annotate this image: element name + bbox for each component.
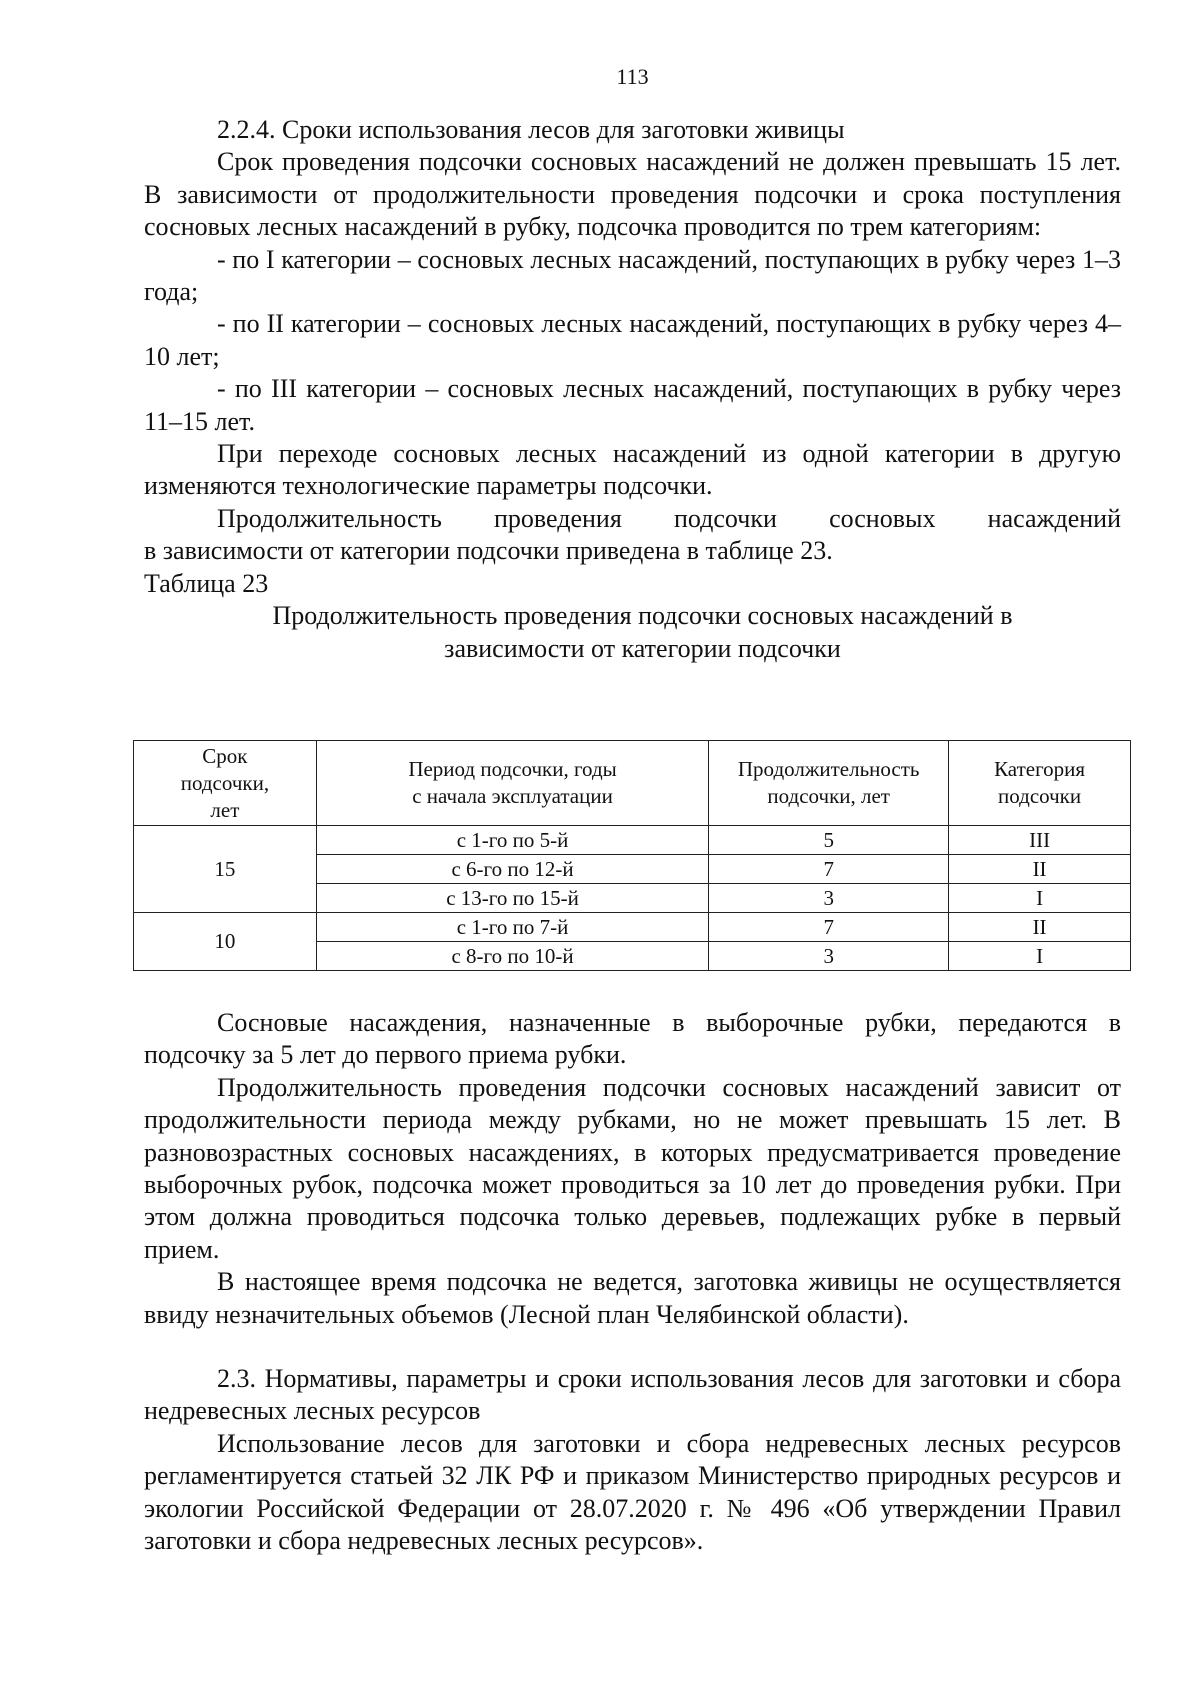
table-row xyxy=(134,913,1131,942)
header-category: Категория подсочки xyxy=(949,741,1131,826)
cell-period: с 6-го по 12-й xyxy=(316,855,708,884)
list-item: - по I категории – сосновых лесных насаждений, поступающих в рубку через 1–3 года; xyxy=(144,244,1121,307)
cell-term: 10 xyxy=(134,913,317,971)
paragraph: Продолжительность проведения подсочки сосновых насаждений зависит от продолжительности периода между рубками, но не может превышать 15 лет. В разновозрастных сосновых насаждениях, в которых предусматривается проведение выборочных рубок, подсочка может проводиться за 10 лет до проведения рубки. При этом должна проводиться подсочка только деревьев, подлежащих рубке в первый прием. xyxy=(144,1072,1121,1264)
header-term: Срок подсочки, лет xyxy=(134,741,317,826)
after-table-section xyxy=(144,1007,1121,1558)
cell-duration: 7 xyxy=(709,855,949,884)
section-heading-2-3: 2.3. Нормативы, параметры и сроки использования лесов для заготовки и сбора недревесных лесных ресурсов xyxy=(144,1364,1121,1426)
section-heading-2-2-4: 2.2.4. Сроки использования лесов для заготовки живицы xyxy=(217,115,845,144)
header-duration: Продолжительность подсочки, лет xyxy=(709,741,949,826)
paragraph: Продолжительность проведения подсочки сосновых насаждений xyxy=(217,503,1121,533)
cell-category: III xyxy=(949,826,1131,855)
table-row xyxy=(134,826,1131,855)
paragraph: Сосновые насаждения, назначенные в выборочные рубки, передаются в подсочку за 5 лет до первого приема рубки. xyxy=(144,1008,1121,1070)
table-title-line: зависимости от категории подсочки xyxy=(444,633,841,663)
cell-period: с 8-го по 10-й xyxy=(316,942,708,971)
cell-duration: 7 xyxy=(709,913,949,942)
table-label: Таблица 23 xyxy=(144,568,269,598)
cell-term: 15 xyxy=(134,826,317,913)
document-page xyxy=(144,62,1121,665)
paragraph: В настоящее время подсочка не ведется, заготовка живицы не осуществляется ввиду незначительных объемов (Лесной план Челябинской области). xyxy=(144,1267,1121,1329)
table-title xyxy=(144,600,1121,665)
cell-duration: 3 xyxy=(709,942,949,971)
spacer xyxy=(144,1331,1121,1363)
table-title-line: Продолжительность проведения подсочки сосновых насаждений в xyxy=(272,601,1013,631)
list-item: - по III категории – сосновых лесных насаждений, поступающих в рубку через 11–15 лет. xyxy=(144,374,1121,436)
cell-category: II xyxy=(949,913,1131,942)
paragraph: Срок проведения подсочки сосновых насаждений не должен превышать 15 лет. В зависимости от продолжительности проведения подсочки и срока поступления сосновых лесных насаждений в рубку, подсочка проводится по трем категориям: xyxy=(144,147,1121,242)
data-table xyxy=(133,740,1131,971)
cell-duration: 3 xyxy=(709,884,949,913)
header-period: Период подсочки, годы с начала эксплуатации xyxy=(316,741,708,826)
cell-category: II xyxy=(949,855,1131,884)
cell-period: с 1-го по 7-й xyxy=(316,913,708,942)
paragraph: Использование лесов для заготовки и сбора недревесных лесных ресурсов регламентируется статьей 32 ЛК РФ и приказом Министерство природных ресурсов и экологии Российской Федерации от 28.07.2020 г. № 496 «Об утверждении Правил заготовки и сбора недревесных лесных ресурсов». xyxy=(144,1428,1121,1556)
table-header-row xyxy=(134,741,1131,826)
list-item: - по II категории – сосновых лесных насаждений, поступающих в рубку через 4–10 лет; xyxy=(144,309,1121,371)
cell-duration: 5 xyxy=(709,826,949,855)
paragraph: в зависимости от категории подсочки приведена в таблице 23. xyxy=(144,536,833,566)
page-number: 113 xyxy=(616,64,649,89)
cell-period: с 13-го по 15-й xyxy=(316,884,708,913)
cell-category: I xyxy=(949,942,1131,971)
paragraph: При переходе сосновых лесных насаждений из одной категории в другую изменяются технологические параметры подсочки. xyxy=(144,439,1121,501)
cell-period: с 1-го по 5-й xyxy=(316,826,708,855)
cell-category: I xyxy=(949,884,1131,913)
